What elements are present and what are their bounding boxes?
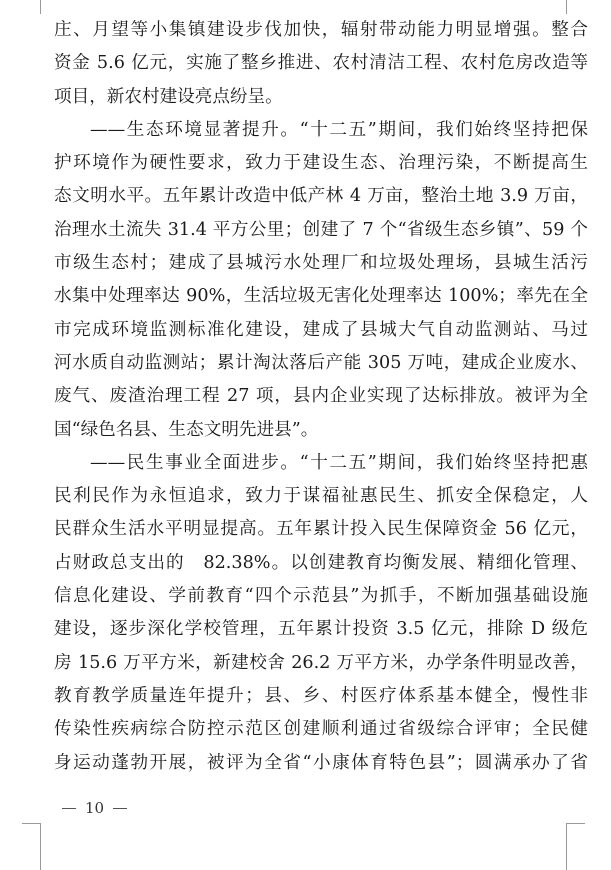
text-line: 护环境作为硬性要求，致力于建设生态、治理污染，不断提高生: [54, 153, 588, 174]
text-line: 建设，逐步深化学校管理，五年累计投资 3.5 亿元，排除 D 级危: [54, 619, 588, 640]
page-number-value: 10: [85, 799, 105, 817]
crop-mark-top-right: [566, 0, 567, 14]
text-line: 项目，新农村建设亮点纷呈。: [54, 86, 283, 107]
text-line: 市完成环境监测标准化建设，建成了县城大气自动监测站、马过: [54, 319, 588, 340]
text-line: 资金 5.6 亿元，实施了整乡推进、农村清洁工程、农村危房改造等: [54, 53, 588, 74]
page-number-right-dash: [113, 808, 127, 809]
text-line: 国“绿色名县、生态文明先进县”。: [54, 419, 319, 440]
body-text: [54, 14, 588, 780]
text-line: 身运动蓬勃开展，被评为全省“小康体育特色县”；圆满承办了省: [54, 752, 588, 773]
section-heading-line: ——生态环境显著提升。“十二五”期间，我们始终坚持把保: [90, 119, 588, 140]
crop-mark-bottom-left-horizontal: [22, 823, 41, 824]
section-heading-line: ——民生事业全面进步。“十二五”期间，我们始终坚持把惠: [90, 452, 588, 473]
text-line: 信息化建设、学前教育“四个示范县”为抓手，不断加强基础设施: [54, 586, 588, 607]
crop-mark-bottom-right-vertical: [566, 823, 567, 870]
text-line: 传染性疾病综合防控示范区创建顺利通过省级综合评审；全民健: [54, 719, 588, 740]
page-number: [62, 797, 127, 819]
crop-mark-bottom-left-vertical: [40, 823, 41, 870]
crop-mark-top-left: [40, 0, 41, 14]
text-line: 水集中处理率达 90%，生活垃圾无害化处理率达 100%；率先在全: [54, 286, 588, 307]
text-line: 教育教学质量连年提升；县、乡、村医疗体系基本健全，慢性非: [54, 685, 588, 706]
text-line: 房 15.6 万平方米，新建校舍 26.2 万平方米，办学条件明显改善，: [54, 652, 588, 673]
text-line: 占财政总支出的 82.38%。以创建教育均衡发展、精细化管理、: [54, 552, 588, 573]
text-line: 庄、月望等小集镇建设步伐加快，辐射带动能力明显增强。整合: [54, 20, 588, 40]
text-line: 态文明水平。五年累计改造中低产林 4 万亩，整治土地 3.9 万亩，: [54, 186, 588, 207]
crop-mark-bottom-right-horizontal: [566, 823, 585, 824]
page-number-left-dash: [62, 808, 76, 809]
text-line: 废气、废渣治理工程 27 项，县内企业实现了达标排放。被评为全: [54, 386, 588, 407]
text-line: 市级生态村；建成了县城污水处理厂和垃圾处理场，县城生活污: [54, 253, 588, 274]
text-line: 治理水土流失 31.4 平方公里；创建了 7 个“省级生态乡镇”、59 个: [54, 219, 588, 240]
text-line: 河水质自动监测站；累计淘汰落后产能 305 万吨，建成企业废水、: [54, 352, 588, 373]
text-line: 民群众生活水平明显提高。五年累计投入民生保障资金 56 亿元，: [54, 519, 588, 540]
text-line: 民利民作为永恒追求，致力于谋福祉惠民生、抓安全保稳定，人: [54, 486, 588, 507]
